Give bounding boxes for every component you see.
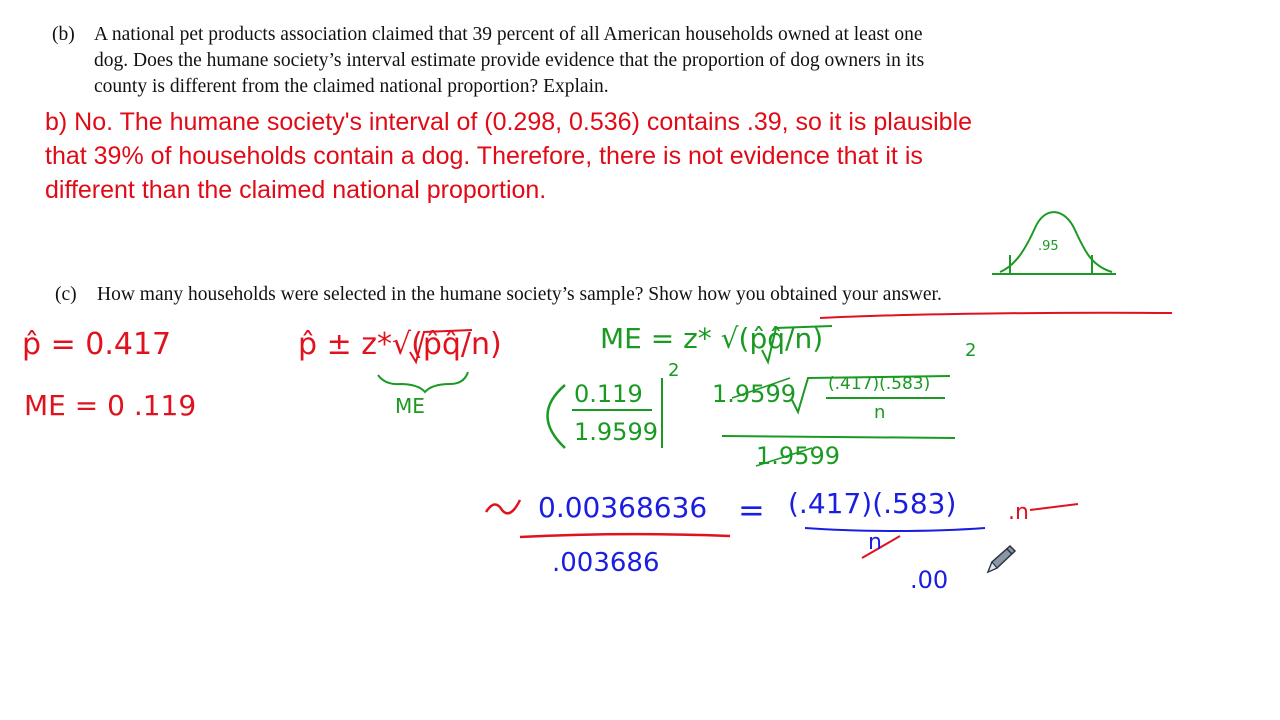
long-fraction-bar [722,436,955,438]
question-b-label: (b) [52,24,75,45]
dot-n: .n [1008,500,1029,525]
question-b [52,22,1192,100]
me-equation: ME = z* √(p̂q̂/n) [600,322,824,355]
me-brace [378,372,468,392]
p-hat-value: p̂ = 0.417 [22,327,172,362]
result-lhs: 0.00368636 [538,491,708,524]
result-rhs-numerator: (.417)(.583) [788,487,957,520]
approx-squiggle [486,500,520,513]
answer-b-line-2: that 39% of households contain a dog. Therefore, there is not evidence that it is [45,142,923,170]
z-value: 1.9599 [712,380,796,408]
divisor: 1.9599 [756,442,840,470]
result-rhs-denominator: n [868,530,882,555]
rhs-fraction-bar [805,528,985,531]
answer-b [45,105,1195,207]
fraction-denominator: 1.9599 [574,418,658,446]
red-dash [1030,504,1078,510]
question-b-line-1: A national pet products association claimed that 39 percent of all American households owned at least one [94,24,923,45]
result-equals: = [738,491,765,529]
answer-b-line-1: b) No. The humane society's interval of (0.298, 0.536) contains .39, so it is plausible [45,108,973,136]
fraction-numerator: 0.119 [574,380,643,408]
ci-formula: p̂ ± z*√(p̂q̂/n) [298,327,502,362]
partial-value: .00 [910,566,949,594]
question-c [55,282,1195,308]
question-b-line-3: county is different from the claimed national proportion? Explain. [94,76,609,97]
pencil-cursor-icon [982,542,1018,578]
question-c-label: (c) [55,284,77,305]
formula-me-label: ME [395,394,425,418]
answer-b-line-3: different than the claimed national proportion. [45,176,547,204]
rounded-value: .003686 [552,548,660,578]
question-b-line-2: dog. Does the humane society’s interval estimate provide evidence that the proportion of dog owners in its [94,50,925,71]
curve-label: .95 [1038,239,1059,254]
radicand-numerator: (.417)(.583) [828,374,931,394]
me-value: ME = 0 .119 [24,389,197,422]
red-underline [820,313,1172,318]
result-underline [520,534,730,537]
radicand-denominator: n [874,402,886,423]
right-exponent: 2 [965,340,977,361]
question-c-text: How many households were selected in the humane society’s sample? Show how you obtained your answer. [97,284,942,305]
left-exponent: 2 [668,360,680,381]
left-paren [548,385,566,448]
